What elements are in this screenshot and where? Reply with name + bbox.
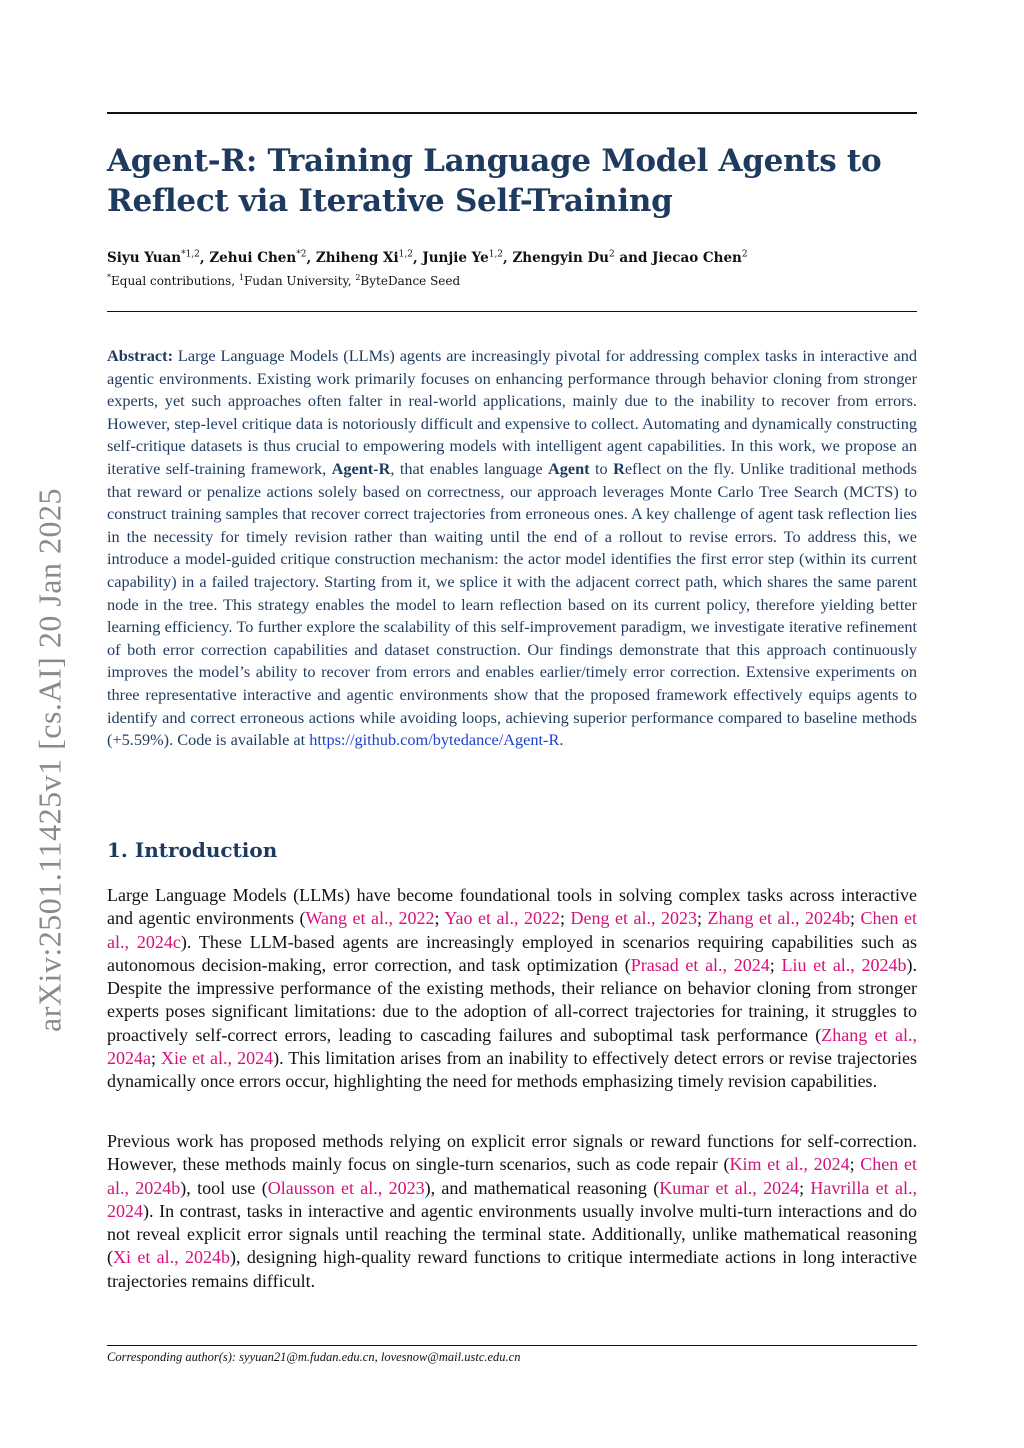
citation-link[interactable]: Wang et al., 2022 (305, 908, 435, 929)
abstract: Abstract: Large Language Models (LLMs) agents are increasingly pivotal for addressing complex tasks in interactive and agentic environments. Existing work primarily focuses on enhancing performance through behavior cloning from stronger experts, yet such approaches often falter in real-world applications, mainly due to the inability to recover from errors. However, step-level critique data is notoriously difficult and expensive to collect. Automating and dynamically constructing self-critique datasets is thus crucial to empowering models with intelligent agent capabilities. In this work, we propose an iterative self-training framework, Agent-R, that enables language Agent to Reflect on the fly. Unlike traditional methods that reward or penalize actions solely based on correctness, our approach leverages Monte Carlo Tree Search (MCTS) to construct training samples that recover correct trajectories from erroneous ones. A key challenge of agent task reflection lies in the necessity for timely revision rather than waiting until the end of a rollout to revise errors. To address this, we introduce a model-guided critique construction mechanism: the actor model identifies the first error step (within its current capability) in a failed trajectory. Starting from it, we splice it with the adjacent correct path, which shares the same parent node in the tree. This strategy enables the model to learn reflection based on its current policy, therefore yielding better learning efficiency. To further explore the scalability of this self-improvement paradigm, we investigate iterative refinement of both error correction capabilities and dataset construction. Our findings demonstrate that this approach continuously improves the model’s ability to recover from errors and enables earlier/timely error correction. Extensive experiments on three representative interactive and agentic environments show that the proposed framework effectively equips agents to identify and correct erroneous actions while avoiding loops, achieving superior performance compared to baseline methods (+5.59%). Code is available at https://github.com/bytedance/Agent-R. (107, 346, 917, 750)
author: Junjie Ye$^{1,2}$, (422, 249, 513, 266)
footer-rule (107, 1345, 917, 1346)
citation-link[interactable]: Olausson et al., 2023 (267, 1177, 425, 1198)
citation-link[interactable]: Havrilla et al., 2024 (107, 1177, 917, 1221)
citation-link[interactable]: Zhang et al., 2024b (707, 908, 850, 929)
citation-link[interactable]: Kumar et al., 2024 (659, 1177, 800, 1198)
code-link[interactable]: https://github.com/bytedance/Agent-R (309, 730, 560, 750)
citation-link[interactable]: Prasad et al., 2024 (630, 954, 770, 975)
section-heading-introduction: 1. Introduction (107, 838, 278, 862)
arxiv-identifier: arXiv:2501.11425v1 [cs.AI] 20 Jan 2025 (31, 488, 68, 1032)
intro-paragraph-2: Previous work has proposed methods relying on explicit error signals or reward functions for self-correction. However, these methods mainly focus on single-turn scenarios, such as code repair (Kim et al., 2024; Chen et al., 2024b), tool use (Olausson et al., 2023), and mathematical reasoning (Kumar et al., 2024; Havrilla et al., 2024). In contrast, tasks in interactive and agentic environments usually involve multi-turn interactions and do not reveal explicit error signals until reaching the terminal state. Additionally, unlike mathematical reasoning (Xi et al., 2024b), designing high-quality reward functions to critique intermediate actions in long interactive trajectories remains difficult. (107, 1131, 918, 1291)
author: Jiecao Chen$^2$ (652, 249, 748, 266)
arxiv-sidebar (30, 470, 70, 1050)
citation-link[interactable]: Kim et al., 2024 (729, 1154, 850, 1175)
author: Zehui Chen$^{*2}$, (209, 249, 316, 266)
citation-link[interactable]: Yao et al., 2022 (444, 908, 560, 929)
abstract-label: Abstract: (107, 346, 174, 365)
affiliations: *Equal contributions, $^1$Fudan University, $^2$ByteDance Seed (107, 273, 461, 288)
citation-link[interactable]: Deng et al., 2023 (570, 908, 697, 929)
header-divider (107, 311, 917, 312)
author-list (107, 249, 927, 266)
top-rule (107, 112, 917, 114)
author: Zhiheng Xi$^{1,2}$, (315, 249, 423, 266)
intro-paragraph-1: Large Language Models (LLMs) have become foundational tools in solving complex tasks across interactive and agentic environments (Wang et al., 2022; Yao et al., 2022; Deng et al., 2023; Zhang et al., 2024b; Chen et al., 2024c). These LLM-based agents are increasingly employed in scenarios requiring capabilities such as autonomous decision-making, error correction, and task optimization (Prasad et al., 2024; Liu et al., 2024b). Despite the impressive performance of the existing methods, their reliance on behavior cloning from stronger experts poses significant limitations: due to the adoption of all-correct trajectories for training, it struggles to proactively self-correct errors, leading to cascading failures and suboptimal task performance (Zhang et al., 2024a; Xie et al., 2024). This limitation arises from an inability to effectively detect errors or revise trajectories dynamically once errors occur, highlighting the need for methods emphasizing timely revision capabilities. (107, 885, 918, 1092)
framework-name: Agent-R (331, 458, 391, 478)
citation-link[interactable]: Zhang et al., 2024a (107, 1024, 918, 1069)
citation-link[interactable]: Xie et al., 2024 (161, 1048, 274, 1069)
citation-link[interactable]: Chen et al., 2024c (107, 908, 918, 952)
citation-link[interactable]: Chen et al., 2024b (107, 1154, 917, 1198)
author: Zhengyin Du$^2$ and (512, 249, 653, 266)
title-line-1: Agent-R: Training Language Model Agents to (107, 143, 882, 179)
paper-title (107, 141, 927, 221)
citation-link[interactable]: Xi et al., 2024b (113, 1247, 230, 1268)
citation-link[interactable]: Liu et al., 2024b (781, 954, 907, 975)
corresponding-author: Corresponding author(s): syyuan21@m.fudan.edu.cn, lovesnow@mail.ustc.edu.cn (107, 1350, 521, 1364)
title-line-2: Reflect via Iterative Self-Training (107, 183, 673, 219)
author: Siyu Yuan$^{*1,2}$, (107, 249, 210, 266)
